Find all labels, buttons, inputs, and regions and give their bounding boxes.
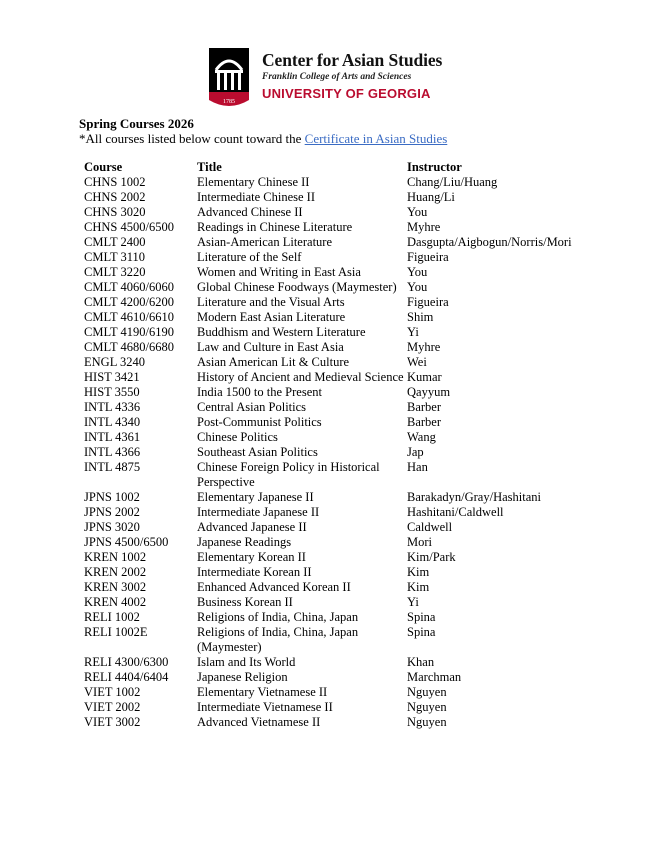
course-code: INTL 4361	[84, 430, 141, 444]
course-instructor: Hashitani/Caldwell	[407, 505, 504, 519]
course-title: History of Ancient and Medieval Science	[197, 370, 404, 384]
course-instructor: Shim	[407, 310, 434, 324]
course-title: Readings in Chinese Literature	[197, 220, 353, 234]
course-code: CHNS 4500/6500	[84, 220, 174, 234]
table-row	[84, 430, 607, 445]
table-row	[84, 655, 607, 670]
course-instructor: Spina	[407, 610, 436, 624]
table-row	[84, 310, 607, 325]
table-row	[84, 685, 607, 700]
course-title: Enhanced Advanced Korean II	[197, 580, 351, 594]
course-instructor: Qayyum	[407, 385, 451, 399]
course-code: HIST 3421	[84, 370, 140, 384]
course-title: Religions of India, China, Japan	[197, 610, 359, 624]
course-instructor: Myhre	[407, 220, 441, 234]
course-title: Islam and Its World	[197, 655, 296, 669]
course-code: JPNS 4500/6500	[84, 535, 169, 549]
table-row	[84, 190, 607, 205]
course-instructor: Khan	[407, 655, 435, 669]
table-row	[84, 700, 607, 715]
course-title: Elementary Japanese II	[197, 490, 314, 504]
course-title: Asian American Lit & Culture	[197, 355, 350, 369]
course-title: Chinese Foreign Policy in Historical Perspective	[197, 460, 380, 489]
table-row	[84, 295, 607, 310]
logo-year: 1785	[223, 99, 235, 105]
course-code: CMLT 4200/6200	[84, 295, 174, 309]
certificate-link[interactable]: Certificate in Asian Studies	[304, 131, 448, 146]
course-title: Literature of the Self	[197, 250, 302, 264]
course-code: CMLT 4190/6190	[84, 325, 174, 339]
course-instructor: Wang	[407, 430, 436, 444]
course-instructor: Jap	[407, 445, 424, 459]
course-code: RELI 4300/6300	[84, 655, 169, 669]
course-instructor: Figueira	[407, 295, 449, 309]
course-code: RELI 1002E	[84, 625, 148, 639]
course-title: Advanced Chinese II	[197, 205, 303, 219]
course-code: INTL 4336	[84, 400, 141, 414]
table-row	[84, 205, 607, 220]
table-row	[84, 505, 607, 520]
course-code: CMLT 4060/6060	[84, 280, 174, 294]
course-instructor: Barber	[407, 415, 442, 429]
course-title: Japanese Readings	[197, 535, 292, 549]
uga-arch-logo-icon	[209, 48, 249, 110]
column-header-instructor: Instructor	[407, 160, 462, 174]
table-row	[84, 265, 607, 280]
table-row	[84, 175, 607, 190]
course-title: Elementary Chinese II	[197, 175, 310, 189]
course-instructor: Nguyen	[407, 700, 447, 714]
course-instructor: Han	[407, 460, 428, 474]
table-row	[84, 445, 607, 460]
course-instructor: You	[407, 265, 428, 279]
course-code: CHNS 3020	[84, 205, 146, 219]
table-row	[84, 715, 607, 730]
course-instructor: Yi	[407, 325, 419, 339]
course-instructor: Dasgupta/Aigbogun/Norris/Mori	[407, 235, 572, 249]
column-header-title: Title	[197, 160, 222, 174]
course-instructor: Nguyen	[407, 715, 447, 729]
course-instructor: Kim/Park	[407, 550, 456, 564]
course-code: CMLT 4680/6680	[84, 340, 174, 354]
course-code: RELI 4404/6404	[84, 670, 169, 684]
course-code: JPNS 3020	[84, 520, 140, 534]
course-title: Law and Culture in East Asia	[197, 340, 344, 354]
course-table	[84, 160, 607, 730]
table-row	[84, 340, 607, 355]
course-instructor: Caldwell	[407, 520, 453, 534]
course-title: India 1500 to the Present	[197, 385, 322, 399]
course-title: Intermediate Korean II	[197, 565, 312, 579]
table-row	[84, 595, 607, 610]
course-code: JPNS 1002	[84, 490, 140, 504]
table-row	[84, 550, 607, 565]
course-instructor: Kumar	[407, 370, 442, 384]
table-row	[84, 400, 607, 415]
course-title: Buddhism and Western Literature	[197, 325, 366, 339]
table-row	[84, 370, 607, 385]
certificate-note	[79, 131, 447, 146]
table-row	[84, 460, 607, 490]
course-instructor: Chang/Liu/Huang	[407, 175, 498, 189]
course-title: Advanced Vietnamese II	[197, 715, 321, 729]
table-row	[84, 325, 607, 340]
table-row	[84, 355, 607, 370]
course-title: Intermediate Chinese II	[197, 190, 316, 204]
course-instructor: You	[407, 205, 428, 219]
course-code: CMLT 3220	[84, 265, 146, 279]
course-code: ENGL 3240	[84, 355, 145, 369]
table-row	[84, 250, 607, 265]
course-title: Modern East Asian Literature	[197, 310, 346, 324]
course-title: Elementary Korean II	[197, 550, 306, 564]
table-row	[84, 610, 607, 625]
course-instructor: Wei	[407, 355, 427, 369]
course-code: RELI 1002	[84, 610, 140, 624]
course-code: VIET 1002	[84, 685, 141, 699]
course-title: Advanced Japanese II	[197, 520, 307, 534]
course-code: CMLT 3110	[84, 250, 146, 264]
course-instructor: Kim	[407, 580, 430, 594]
course-instructor: Spina	[407, 625, 436, 639]
course-code: KREN 3002	[84, 580, 147, 594]
table-row	[84, 625, 607, 655]
table-row	[84, 415, 607, 430]
college-subtitle: Franklin College of Arts and Sciences	[262, 72, 412, 82]
course-instructor: Nguyen	[407, 685, 447, 699]
course-instructor: Barber	[407, 400, 442, 414]
course-title: Central Asian Politics	[197, 400, 307, 414]
course-code: KREN 1002	[84, 550, 147, 564]
course-code: HIST 3550	[84, 385, 140, 399]
course-instructor: Barakadyn/Gray/Hashitani	[407, 490, 541, 504]
course-code: KREN 4002	[84, 595, 147, 609]
course-code: INTL 4875	[84, 460, 141, 474]
course-title: Religions of India, China, Japan (Maymester)	[197, 625, 359, 654]
table-row	[84, 220, 607, 235]
course-code: INTL 4366	[84, 445, 141, 459]
course-code: CHNS 1002	[84, 175, 146, 189]
course-title: Japanese Religion	[197, 670, 288, 684]
table-row	[84, 580, 607, 595]
center-title: Center for Asian Studies	[262, 50, 443, 70]
course-title: Post-Communist Politics	[197, 415, 322, 429]
course-title: Elementary Vietnamese II	[197, 685, 328, 699]
course-code: CHNS 2002	[84, 190, 146, 204]
course-code: VIET 2002	[84, 700, 141, 714]
table-row	[84, 385, 607, 400]
page-header	[209, 48, 469, 112]
course-title: Intermediate Vietnamese II	[197, 700, 333, 714]
note-text: *All courses listed below count toward the	[79, 131, 305, 146]
table-row	[84, 235, 607, 250]
course-instructor: Figueira	[407, 250, 449, 264]
table-row	[84, 490, 607, 505]
course-code: JPNS 2002	[84, 505, 140, 519]
course-instructor: Yi	[407, 595, 419, 609]
course-title: Asian-American Literature	[197, 235, 333, 249]
course-instructor: You	[407, 280, 428, 294]
table-header-row	[84, 160, 607, 175]
course-instructor: Huang/Li	[407, 190, 455, 204]
table-row	[84, 280, 607, 295]
course-title: Chinese Politics	[197, 430, 278, 444]
table-row	[84, 520, 607, 535]
course-code: INTL 4340	[84, 415, 141, 429]
university-name: UNIVERSITY OF GEORGIA	[262, 86, 431, 101]
course-title: Business Korean II	[197, 595, 293, 609]
course-title: Southeast Asian Politics	[197, 445, 318, 459]
course-code: CMLT 2400	[84, 235, 146, 249]
course-code: CMLT 4610/6610	[84, 310, 174, 324]
course-code: VIET 3002	[84, 715, 141, 729]
table-row	[84, 535, 607, 550]
course-title: Women and Writing in East Asia	[197, 265, 361, 279]
course-title: Literature and the Visual Arts	[197, 295, 345, 309]
course-instructor: Myhre	[407, 340, 441, 354]
course-code: KREN 2002	[84, 565, 147, 579]
table-row	[84, 565, 607, 580]
column-header-course: Course	[84, 160, 123, 174]
course-instructor: Kim	[407, 565, 430, 579]
course-instructor: Marchman	[407, 670, 462, 684]
table-row	[84, 670, 607, 685]
course-title: Intermediate Japanese II	[197, 505, 320, 519]
course-instructor: Mori	[407, 535, 432, 549]
course-title: Global Chinese Foodways (Maymester)	[197, 280, 397, 294]
page-heading: Spring Courses 2026	[79, 116, 194, 131]
